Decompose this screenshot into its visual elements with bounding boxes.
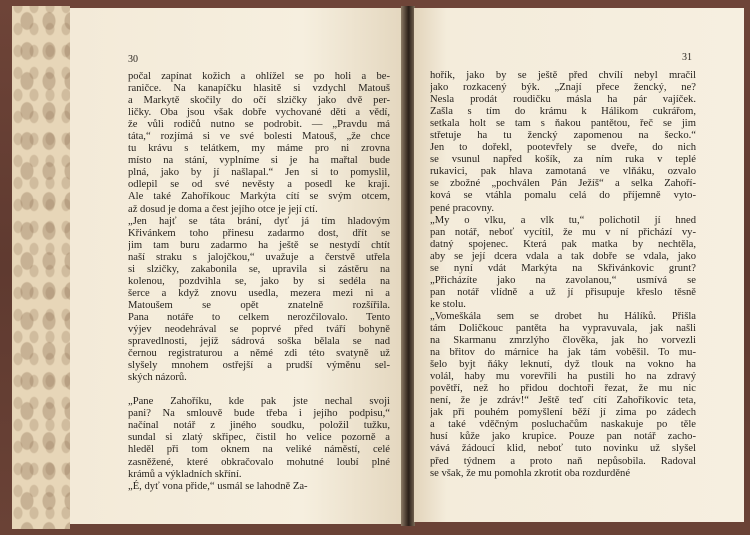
text-line: jak při pouhém pomyšlení běží jí zima po zádech [430,407,696,419]
text-line: že vůli rodičů nutno se podrobit. — „Pravdu má [128,119,390,131]
text-line: jim tam buru zadarmo ha ještě se nestydí chtít [128,239,390,251]
text-line: na Skarmanu zmrzlýho člověka, jak ho vorvezli [430,335,696,347]
text-line: táta,“ rozjímá si ve své bolesti Matouš, „že chce [128,131,390,143]
text-line: šelo byjt ňáky leknutí, dyž tlouk na vokno ha [430,359,696,371]
text-line: Křivánkem toho přinesu zadarmo dost, dřít se [128,227,390,239]
text-line: plná, jako by jí našlapal.“ Jen si to pomyslil, [128,167,390,179]
text-line: „My o vlku, a vlk tu,“ polichotil jí hned [430,214,696,226]
text-line: se však, že mu pomohla zkrotit oba rozdurděné [430,467,631,479]
text-line: místo na stání, vyplníme si je ha mařtal bude [128,155,390,167]
decorative-endpaper [12,6,70,529]
left-page [70,8,403,524]
text-line: hořík, jako by se ještě před chvílí nebyl mračil [430,70,696,81]
text-line: pani? Na smlouvě bude třeba i jejího podpisu,“ [128,408,390,420]
text-line: pené pracovny. [430,202,495,214]
right-page [414,8,744,522]
text-line: načínal notář z jiného soudku, položil tužku, [128,420,390,432]
text-line: povětří, než ho přidou dochtoři řezat, že mu nic [430,383,696,395]
text-line: „É, dyť vona přide,“ usmál se lahodně Za- [128,480,308,492]
text-line: Matoušem se opět znatelně rozšířila. [128,299,390,311]
left-page-text [128,71,390,493]
text-line: spravedlnosti, jejíž sádrová soška bělala se nad [128,336,390,348]
text-line: šerce a když znovu usedla, mezera mezi ni a [128,287,390,299]
text-line: střetuje ha tu žencký zapomenou na šecko.“ [430,130,696,142]
text-line: husí kůže jako krupice. Pouze pan notář zacho- [430,431,696,443]
text-line: černou registraturou a němé zdi této svatyně už [128,348,390,360]
text-line: ských názorů. [128,372,187,384]
text-line: Zašla s tím do krámu k Hálikom cukrářom, [430,106,696,118]
text-line: raničce. Na kanapíčku hlasitě si vzdychl Matouš [128,83,390,95]
text-line: si slzičky, zakabonila se, upravila si zástěru na [128,263,390,275]
text-line: tám Doličkouc pantěta ha vypravuvala, jak našli [430,322,696,334]
text-line: „Přicházíte jako na zavolanou,“ usmívá se [430,274,696,286]
text-line: před týdnem a proto naň nepůsobila. Radoval [430,455,696,467]
book-gutter [401,6,415,526]
text-line: setkala holt se tam s ňakou pantětou, řeč se jim [430,118,696,130]
text-line: sundal si zlatý skřipec, čistil ho velice pozorně a [128,432,390,444]
text-line: tu krávu s telátkem, my máme pro ni zrovna [128,143,390,155]
text-line: „Jen hajť se táta brání, dyť já tím hladovým [128,215,390,227]
text-line: rukavici, pak hlava zamotaná ve vlňáku, ozvalo [430,166,696,178]
text-line: jako rozkacený býk. „Znají přece žencký, ne? [430,82,696,94]
text-line: Pana notáře to celkem nerozčilovalo. Tento [128,311,390,323]
text-line [128,384,390,396]
text-line: není, že je zdráv!“ Ještě teď cítí Zahoříkovic teta, [430,395,696,407]
text-line: krámů a výkladních skříní. [128,468,242,480]
text-line: odlepil se od své nevěsty a posedl ke kraji. [128,179,390,191]
text-line: se zbožné „pochválen Pán Ježíš“ a selka Zahoří- [430,178,696,190]
text-line: volál, haby mu vorevřili ha pustili ho na zdravý [430,371,696,383]
text-line: na břitov do márnice ha jak tám voběšil. To mu- [430,347,696,359]
right-page-number: 31 [682,52,692,63]
text-line: datný spojenec. Která pak matka by nechtěla, [430,238,696,250]
text-line: pan notář vlídně a už jí přisupuje křeslo těsně [430,286,696,298]
text-line: Nesla prodát roudičku másla ha pár vajíček. [430,94,696,106]
text-line: ke stolu. [430,298,466,310]
text-line: se vsunul napřed košík, za ním ruka v teplé [430,154,696,166]
text-line: slyšely mnohem ostřejší a prudší výměnu sel- [128,360,390,372]
text-line: „Vomeškála sem se drobet hu Hálíků. Přišla [430,310,696,322]
right-page-text [430,70,696,480]
text-line: naší straku s jalojčkou,“ uvažuje a čerstvě utřela [128,251,390,263]
text-line: hleděl při tom oknem na veliké náměstí, celé [128,444,390,456]
text-line: „Pane Zahoříku, kde pak jste nechal svoji [128,396,390,408]
text-line: pan notář, neboť vycítil, že mu v ní přichází vy- [430,226,696,238]
text-line: počal zapínat kožich a ohlížel se po holi a be- [128,71,390,82]
text-line: Ale také Zahoříkouc Markýta cítí se svým otcem, [128,191,390,203]
text-line: výjev neodehrával se poprvé před tváří bohyně [128,323,390,335]
text-line: a Markytě skočily do očí slzičky jako dvě per- [128,95,390,107]
text-line: vává žádoucí klid, neboť tuto novinku už slyšel [430,443,696,455]
text-line: kolenou, pozdvihla se, jako by si sedéla na [128,275,390,287]
left-page-number: 30 [128,54,138,65]
text-line: ličky. Oba jsou však dobře vychované děti a vědí, [128,107,390,119]
text-line: až dosud je doma a čest jejího otce je její ctí. [128,203,318,215]
text-line: a také vděčným posluchačům naskakuje po těle [430,419,696,431]
text-line: aby se její dcera vdala a tak dobře se vdala, jako [430,250,696,262]
text-line: ková se vtáhla pomalu celá do příjemně vyto- [430,190,696,202]
text-line: Jen to dořekl, pootevřely se dveře, do nich [430,142,696,154]
text-line: se nyní vdát Markýta na Skřivánkovic grunt? [430,262,696,274]
text-line: zasněžené, které obkračovalo mohutné loubí plné [128,456,390,468]
